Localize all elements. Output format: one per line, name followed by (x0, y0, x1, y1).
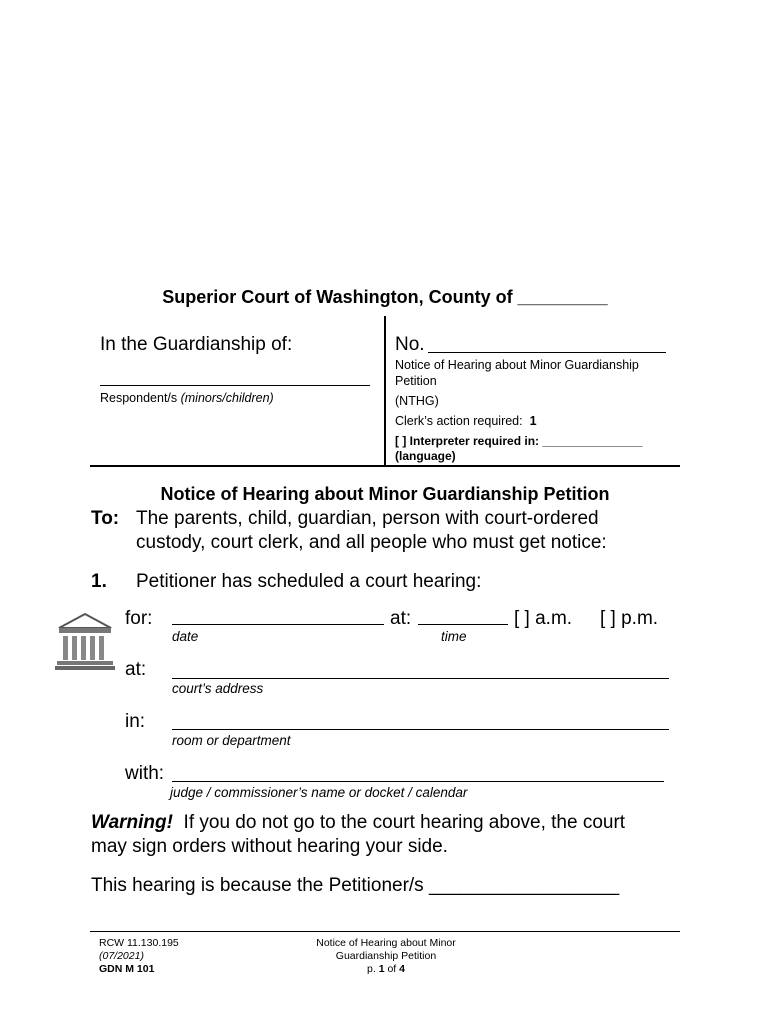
warning-line1 (91, 812, 625, 834)
to-recipients-line2: custody, court clerk, and all people who must get notice: (136, 532, 607, 553)
room-label: room or department (172, 733, 291, 748)
footer-rcw: RCW 11.130.195 (99, 937, 179, 949)
court-title: Superior Court of Washington, County of _________ (162, 287, 608, 307)
time-label: time (441, 629, 467, 644)
notice-title: Notice of Hearing about Minor Guardianship Petition (160, 484, 610, 504)
interpreter-language-label: (language) (395, 449, 456, 463)
at-time-label: at: (390, 608, 412, 629)
courthouse-icon (55, 612, 115, 672)
address-field[interactable] (172, 678, 669, 679)
footer-form-number: GDN M 101 (99, 963, 155, 975)
clerk-action-value: 1 (529, 414, 537, 428)
room-field[interactable] (172, 729, 669, 730)
respondent-label-text: Respondent/s (100, 391, 181, 405)
clerk-action-label: Clerk’s action required: (395, 414, 523, 428)
respondent-label (100, 391, 274, 405)
page-total: 4 (399, 963, 405, 975)
clerk-action (395, 414, 537, 428)
footer-page (286, 963, 486, 975)
item-number: 1. (91, 571, 107, 592)
am-checkbox[interactable]: [ ] a.m. (514, 608, 573, 629)
respondent-label-italic: (minors/children) (180, 391, 274, 405)
page-number: 1 (378, 963, 385, 975)
judge-field[interactable] (172, 781, 664, 782)
form-title-cont: Petition (395, 374, 437, 388)
with-label: with: (125, 763, 165, 784)
warning-bold: Warning! (91, 812, 173, 833)
hearing-reason: This hearing is because the Petitioner/s __________________ (91, 875, 620, 896)
warning-line2: may sign orders without hearing your side. (91, 836, 448, 857)
interpreter-checkbox[interactable]: [ ] Interpreter required in: _______________ (395, 434, 643, 448)
to-recipients-line1: The parents, child, guardian, person with court-ordered (136, 508, 599, 529)
date-field[interactable] (172, 624, 384, 625)
respondent-name-field[interactable] (100, 385, 370, 386)
for-label: for: (125, 608, 153, 629)
item-text: Petitioner has scheduled a court hearing: (136, 571, 482, 592)
warning-text: If you do not go to the court hearing above, the court (183, 812, 626, 833)
footer-date: (07/2021) (99, 950, 144, 962)
to-label: To: (91, 508, 120, 529)
judge-label: judge / commissioner’s name or docket / calendar (170, 785, 468, 800)
address-label: court’s address (172, 681, 264, 696)
case-number-label: No. (395, 334, 425, 355)
pm-checkbox[interactable]: [ ] p.m. (600, 608, 659, 629)
page-prefix: p. (367, 963, 376, 975)
footer-divider (90, 931, 680, 932)
footer-title-line2: Guardianship Petition (335, 950, 437, 962)
form-code: (NTHG) (395, 394, 439, 408)
date-label: date (172, 629, 199, 644)
caption-divider-vertical (384, 316, 386, 467)
guardianship-of-label: In the Guardianship of: (100, 334, 293, 355)
time-field[interactable] (418, 624, 508, 625)
footer-title-line1: Notice of Hearing about Minor (316, 937, 456, 949)
page-of: of (387, 963, 397, 975)
in-label: in: (125, 711, 146, 732)
form-title: Notice of Hearing about Minor Guardianship (395, 358, 639, 372)
at-address-label: at: (125, 659, 147, 680)
caption-divider-horizontal (90, 465, 680, 467)
case-number-field[interactable] (428, 352, 666, 353)
